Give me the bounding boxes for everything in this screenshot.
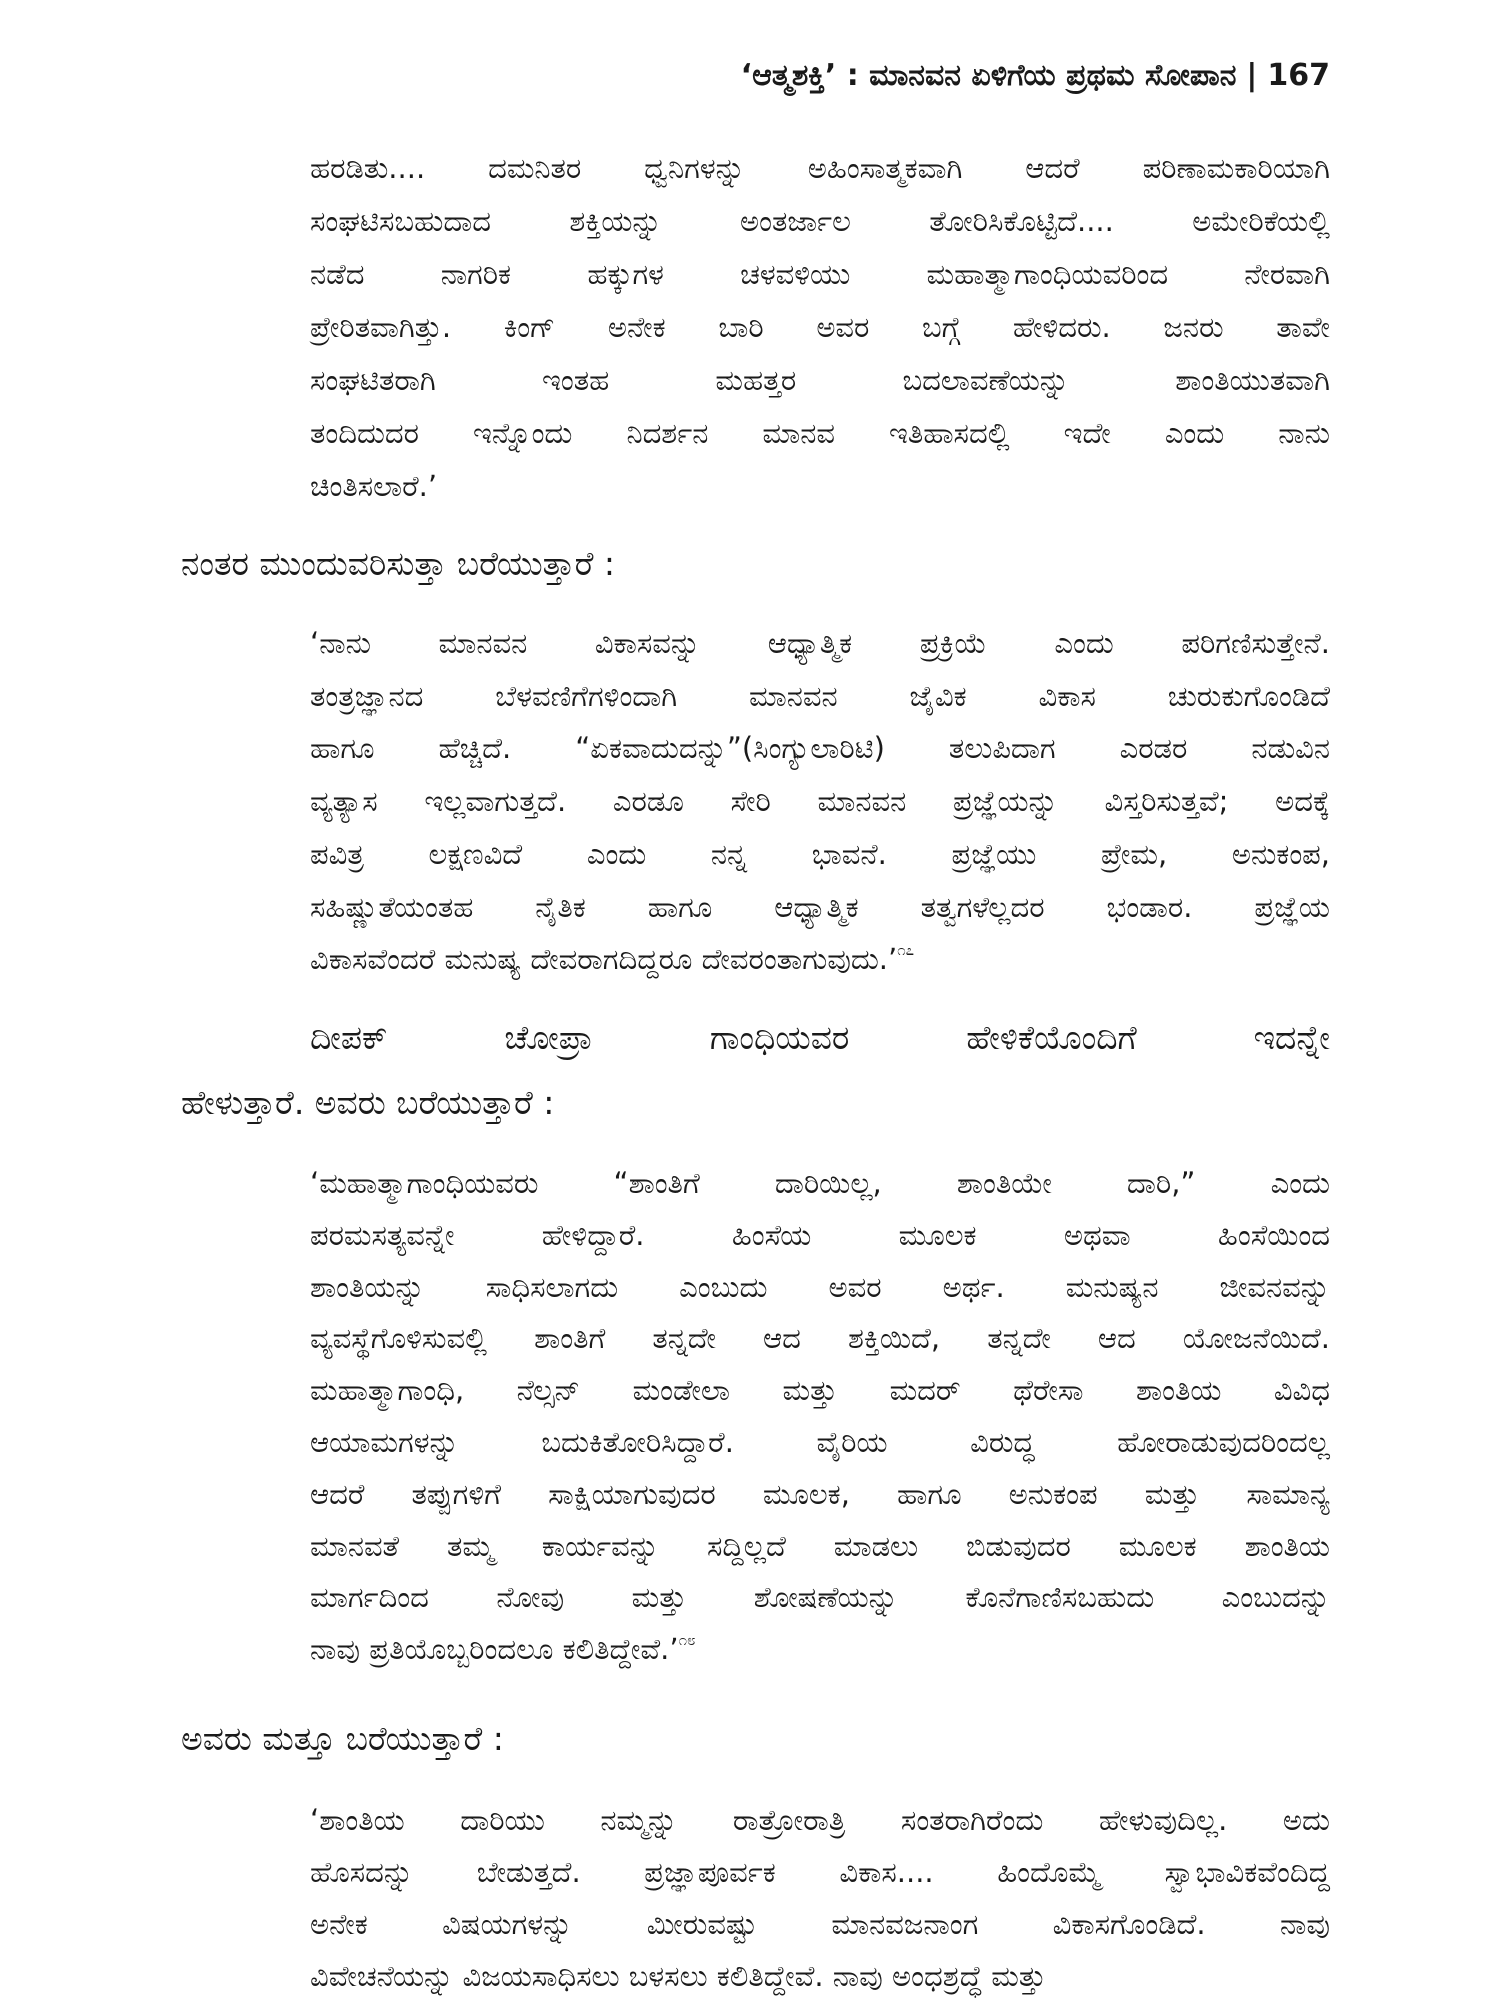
quote-line [310, 1157, 1330, 1209]
quote-line [310, 933, 1330, 985]
paragraph-line-text: ಸಂಘಟಿತರಾಗಿ ಇಂತಹ ಮಹತ್ತರ ಬದಲಾವಣೆಯನ್ನು ಶಾಂತಿಯುತವಾಗಿ [310, 363, 1330, 397]
paragraph-line-text: ಚಿಂತಿಸಲಾರೆ.’ [310, 469, 438, 503]
quote-line [310, 1364, 1330, 1416]
quote-line-text: ಪರಮಸತ್ಯವನ್ನೇ ಹೇಳಿದ್ದಾರೆ. ಹಿಂಸೆಯ ಮೂಲಕ ಅಥವಾ ಹಿಂಸೆಯಿಂದ [310, 1217, 1330, 1252]
paragraph-line [310, 460, 1330, 512]
quote-line [310, 1794, 1330, 1846]
paragraph-line-text: ದೀಪಕ್ ಚೋಪ್ರಾ ಗಾಂಧಿಯವರ ಹೇಳಿಕೆಯೊಂದಿಗೆ ಇದನ್ನೇ [310, 1018, 1330, 1057]
quote-line-text: ಹಾಗೂ ಹೆಚ್ಚಿದೆ. “ಏಕವಾದುದನ್ನು”(ಸಿಂಗ್ಯುಲಾರಿಟಿ) ತಲುಪಿದಾಗ ಎರಡರ ನಡುವಿನ [310, 731, 1330, 766]
paragraph-line [310, 407, 1330, 459]
quote-line-text: ವ್ಯವಸ್ಥೆಗೊಳಿಸುವಲ್ಲಿ ಶಾಂತಿಗೆ ತನ್ನದೇ ಆದ ಶಕ್ತಿಯಿದೆ, ತನ್ನದೇ ಆದ ಯೋಜನೆಯಿದೆ. [310, 1321, 1330, 1356]
quote-line-text: ಮಹಾತ್ಮಾಗಾಂಧಿ, ನೆಲ್ಸನ್ ಮಂಡೇಲಾ ಮತ್ತು ಮದರ್ ಥೆರೇಸಾ ಶಾಂತಿಯ ವಿವಿಧ [310, 1373, 1330, 1408]
quote-line-text: ವಿಕಾಸವೆಂದರೆ ಮನುಷ್ಯ ದೇವರಾಗದಿದ್ದರೂ ದೇವರಂತಾಗುವುದು.’ [310, 942, 898, 977]
quote-line-text: ಆದರೆ ತಪ್ಪುಗಳಿಗೆ ಸಾಕ್ಷಿಯಾಗುವುದರ ಮೂಲಕ, ಹಾಗೂ ಅನುಕಂಪ ಮತ್ತು ಸಾಮಾನ್ಯ [310, 1476, 1330, 1511]
quote-line-text: ‘ಶಾಂತಿಯ ದಾರಿಯು ನಮ್ಮನ್ನು ರಾತ್ರೋರಾತ್ರಿ ಸಂತರಾಗಿರೆಂದು ಹೇಳುವುದಿಲ್ಲ. ಅದು [310, 1803, 1330, 1837]
quote-line-text: ಅನೇಕ ವಿಷಯಗಳನ್ನು ಮೀರುವಷ್ಟು ಮಾನವಜನಾಂಗ ವಿಕಾಸಗೊಂಡಿದೆ. ನಾವು [310, 1907, 1330, 1941]
paragraph-line [310, 248, 1330, 300]
quote-line-text: ಪವಿತ್ರ ಲಕ್ಷಣವಿದೆ ಎಂದು ನನ್ನ ಭಾವನೆ. ಪ್ರಜ್ಞೆಯು ಪ್ರೇಮ, ಅನುಕಂಪ, [310, 836, 1330, 871]
quote-line-text: ನಾವು ಪ್ರತಿಯೊಬ್ಬರಿಂದಲೂ ಕಲಿತಿದ್ದೇವೆ.’ [310, 1632, 679, 1667]
quote-line-text: ವ್ಯತ್ಯಾಸ ಇಲ್ಲವಾಗುತ್ತದೆ. ಎರಡೂ ಸೇರಿ ಮಾನವನ ಪ್ರಜ್ಞೆಯನ್ನು ವಿಸ್ತರಿಸುತ್ತವೆ; ಅದಕ್ಕೆ [310, 784, 1330, 819]
paragraph-line [310, 195, 1330, 247]
quote-line [310, 1209, 1330, 1261]
quote-line-text: ಮಾರ್ಗದಿಂದ ನೋವು ಮತ್ತು ಶೋಷಣೆಯನ್ನು ಕೊನೆಗಾಣಿಸಬಹುದು ಎಂಬುದನ್ನು [310, 1580, 1330, 1615]
quote-line [310, 1623, 1330, 1675]
paragraph-line-text: ಹೇಳುತ್ತಾರೆ. ಅವರು ಬರೆಯುತ್ತಾರೆ : [181, 1083, 555, 1122]
paragraph-line-text: ಸಂಘಟಿಸಬಹುದಾದ ಶಕ್ತಿಯನ್ನು ಅಂತರ್ಜಾಲ ತೋರಿಸಿಕೊಟ್ಟಿದೆ.... ಅಮೇರಿಕೆಯಲ್ಲಿ [310, 204, 1330, 238]
quote-line-text: ‘ಮಹಾತ್ಮಾಗಾಂಧಿಯವರು “ಶಾಂತಿಗೆ ದಾರಿಯಿಲ್ಲ, ಶಾಂತಿಯೇ ದಾರಿ,” ಎಂದು [310, 1166, 1330, 1200]
paragraph-line-text: ನಡೆದ ನಾಗರಿಕ ಹಕ್ಕುಗಳ ಚಳವಳಿಯು ಮಹಾತ್ಮಾಗಾಂಧಿಯವರಿಂದ ನೇರವಾಗಿ [310, 257, 1330, 291]
quote-line [310, 1312, 1330, 1364]
footnote-marker: ೧೭ [897, 941, 915, 960]
section-heading-text: ನಂತರ ಮುಂದುವರಿಸುತ್ತಾ ಬರೆಯುತ್ತಾರೆ : [181, 544, 616, 583]
section-heading [181, 538, 615, 590]
paragraph-line-text: ಪ್ರೇರಿತವಾಗಿತ್ತು. ಕಿಂಗ್ ಅನೇಕ ಬಾರಿ ಅವರ ಬಗ್ಗೆ ಹೇಳಿದರು. ಜನರು ತಾವೇ [310, 310, 1330, 344]
quote-line [310, 670, 1330, 722]
page-number: 167 [1267, 58, 1330, 93]
quote-line-text: ಆಯಾಮಗಳನ್ನು ಬದುಕಿತೋರಿಸಿದ್ದಾರೆ. ವೈರಿಯ ವಿರುದ್ಧ ಹೋರಾಡುವುದರಿಂದಲ್ಲ [310, 1425, 1330, 1459]
quote-line-text: ಮಾನವತೆ ತಮ್ಮ ಕಾರ್ಯವನ್ನು ಸದ್ದಿಲ್ಲದೆ ಮಾಡಲು ಬಿಡುವುದರ ಮೂಲಕ ಶಾಂತಿಯ [310, 1528, 1330, 1563]
paragraph-line [310, 301, 1330, 353]
quote-line [310, 1898, 1330, 1950]
header-separator: | [1246, 58, 1258, 93]
running-title: ‘ಆತ್ಮಶಕ್ತಿ’ : ಮಾನವನ ಏಳಿಗೆಯ ಪ್ರಥಮ ಸೋಪಾನ [740, 58, 1237, 93]
quote-line-text: ‘ನಾನು ಮಾನವನ ವಿಕಾಸವನ್ನು ಆಧ್ಯಾತ್ಮಿಕ ಪ್ರಕ್ರಿಯೆ ಎಂದು ಪರಿಗಣಿಸುತ್ತೇನೆ. [310, 626, 1330, 660]
running-header [741, 58, 1330, 93]
quote-line [310, 1950, 1330, 2002]
quote-line [310, 881, 1330, 933]
footnote-marker: ೧೮ [678, 1631, 696, 1650]
quote-line-text: ಸಹಿಷ್ಣುತೆಯಂತಹ ನೈತಿಕ ಹಾಗೂ ಆಧ್ಯಾತ್ಮಿಕ ತತ್ವಗಳೆಲ್ಲದರ ಭಂಡಾರ. ಪ್ರಜ್ಞೆಯ [310, 889, 1330, 924]
quote-line [310, 775, 1330, 827]
quote-line [310, 617, 1330, 669]
quote-line [310, 1846, 1330, 1898]
quote-line [310, 1416, 1330, 1468]
section-heading [181, 1713, 504, 1765]
quote-line-text: ತಂತ್ರಜ್ಞಾನದ ಬೆಳವಣಿಗೆಗಳಿಂದಾಗಿ ಮಾನವನ ಜೈವಿಕ ವಿಕಾಸ ಚುರುಕುಗೊಂಡಿದೆ [310, 678, 1330, 713]
paragraph-line [310, 354, 1330, 406]
quote-line [310, 1261, 1330, 1313]
quote-line-text: ವಿವೇಚನೆಯನ್ನು ವಿಜಯಸಾಧಿಸಲು ಬಳಸಲು ಕಲಿತಿದ್ದೇವೆ. ನಾವು ಅಂಧಶ್ರದ್ಧೆ ಮತ್ತು [310, 1959, 1046, 1993]
quote-line [310, 722, 1330, 774]
paragraph-line [181, 1077, 554, 1129]
quote-line [310, 1520, 1330, 1572]
quote-line [310, 1468, 1330, 1520]
paragraph-line [310, 142, 1330, 194]
section-heading-text: ಅವರು ಮತ್ತೂ ಬರೆಯುತ್ತಾರೆ : [181, 1719, 504, 1758]
quote-line [310, 828, 1330, 880]
paragraph-line-text: ತಂದಿದುದರ ಇನ್ನೊಂದು ನಿದರ್ಶನ ಮಾನವ ಇತಿಹಾಸದಲ್ಲಿ ಇದೇ ಎಂದು ನಾನು [310, 416, 1330, 450]
paragraph-line [310, 1012, 1330, 1064]
quote-line [310, 1571, 1330, 1623]
paragraph-line-text: ಹರಡಿತು.... ದಮನಿತರ ಧ್ವನಿಗಳನ್ನು ಅಹಿಂಸಾತ್ಮಕವಾಗಿ ಆದರೆ ಪರಿಣಾಮಕಾರಿಯಾಗಿ [310, 151, 1330, 185]
quote-line-text: ಶಾಂತಿಯನ್ನು ಸಾಧಿಸಲಾಗದು ಎಂಬುದು ಅವರ ಅರ್ಥ. ಮನುಷ್ಯನ ಜೀವನವನ್ನು [310, 1269, 1330, 1304]
quote-line-text: ಹೊಸದನ್ನು ಬೇಡುತ್ತದೆ. ಪ್ರಜ್ಞಾಪೂರ್ವಕ ವಿಕಾಸ.... ಹಿಂದೊಮ್ಮೆ ಸ್ವಾಭಾವಿಕವೆಂದಿದ್ದ [310, 1855, 1330, 1889]
